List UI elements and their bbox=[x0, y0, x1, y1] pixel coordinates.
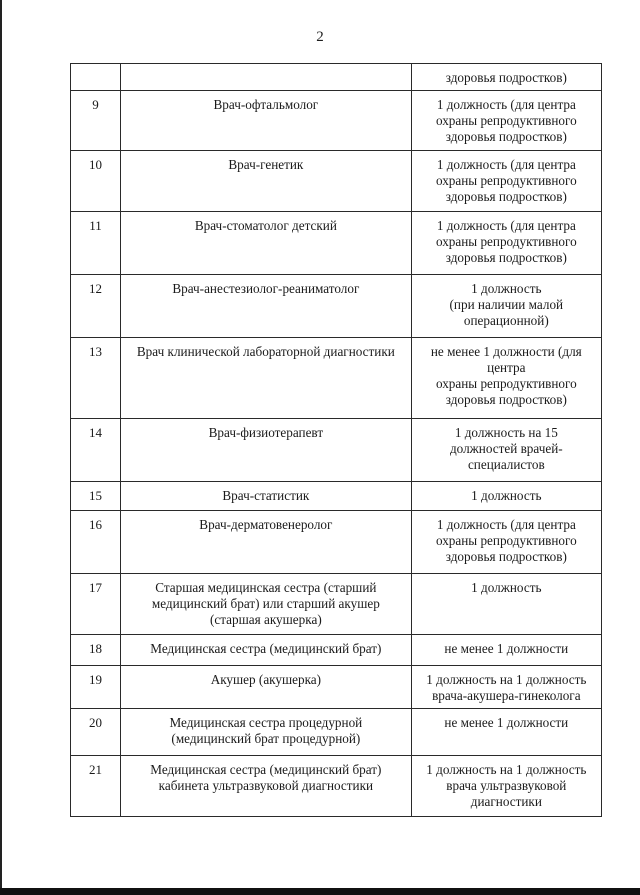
row-number-cell bbox=[71, 666, 121, 709]
position-name: Врач-статистик bbox=[222, 488, 310, 503]
row-number-cell bbox=[71, 212, 121, 275]
staff-norm: 1 должность (для центра охраны репродуктивного здоровья подростков) bbox=[435, 97, 577, 144]
norm-cell bbox=[411, 511, 601, 574]
norm-cell bbox=[411, 482, 601, 511]
position-cell bbox=[121, 64, 412, 91]
norm-cell bbox=[411, 709, 601, 756]
row-number: 13 bbox=[89, 344, 103, 359]
row-number-cell bbox=[71, 574, 121, 635]
row-number: 15 bbox=[89, 488, 103, 503]
position-cell bbox=[121, 709, 412, 756]
row-number-cell bbox=[71, 709, 121, 756]
row-number: 20 bbox=[89, 715, 103, 730]
position-cell bbox=[121, 338, 412, 419]
position-name: Врач-генетик bbox=[228, 157, 304, 172]
scan-border-left bbox=[0, 0, 2, 895]
position-cell bbox=[121, 419, 412, 482]
table-row bbox=[71, 635, 602, 666]
position-name: Медицинская сестра (медицинский брат) кабинета ультразвуковой диагностики bbox=[150, 762, 382, 793]
row-number-cell bbox=[71, 756, 121, 817]
position-name: Старшая медицинская сестра (старший медицинский брат) или старший акушер (старшая акушерка) bbox=[151, 580, 380, 627]
page-number: 2 bbox=[316, 29, 324, 45]
position-name: Врач-дерматовенеролог bbox=[199, 517, 333, 532]
row-number-cell bbox=[71, 91, 121, 151]
row-number bbox=[71, 64, 120, 70]
row-number: 21 bbox=[89, 762, 103, 777]
table-row bbox=[71, 482, 602, 511]
row-number-cell bbox=[71, 419, 121, 482]
norm-cell bbox=[411, 419, 601, 482]
position-cell bbox=[121, 482, 412, 511]
position-name: Врач-офтальмолог bbox=[213, 97, 319, 112]
position-cell bbox=[121, 275, 412, 338]
position-cell bbox=[121, 574, 412, 635]
table-row bbox=[71, 511, 602, 574]
staff-norm: 1 должность (для центра охраны репродуктивного здоровья подростков) bbox=[435, 517, 577, 564]
norm-cell bbox=[411, 91, 601, 151]
norm-cell bbox=[411, 275, 601, 338]
norm-cell bbox=[411, 64, 601, 91]
table-row bbox=[71, 151, 602, 212]
row-number-cell bbox=[71, 64, 121, 91]
row-number-cell bbox=[71, 482, 121, 511]
norm-cell bbox=[411, 756, 601, 817]
position-cell bbox=[121, 511, 412, 574]
staff-norm: 1 должность на 1 должность врача ультразвуковой диагностики bbox=[426, 762, 587, 809]
table-row bbox=[71, 756, 602, 817]
position-cell bbox=[121, 666, 412, 709]
staff-norm: не менее 1 должности (для центра охраны репродуктивного здоровья подростков) bbox=[430, 344, 582, 407]
position-name: Врач-стоматолог детский bbox=[194, 218, 337, 233]
row-number-cell bbox=[71, 151, 121, 212]
table-row bbox=[71, 212, 602, 275]
row-number-cell bbox=[71, 511, 121, 574]
staff-norm: здоровья подростков) bbox=[445, 70, 567, 85]
position-name: Медицинская сестра процедурной (медицинский брат процедурной) bbox=[169, 715, 363, 746]
row-number-cell bbox=[71, 275, 121, 338]
staff-norm: 1 должность (для центра охраны репродуктивного здоровья подростков) bbox=[435, 157, 577, 204]
table-row bbox=[71, 64, 602, 91]
norm-cell bbox=[411, 212, 601, 275]
row-number: 16 bbox=[89, 517, 103, 532]
norm-cell bbox=[411, 635, 601, 666]
row-number: 11 bbox=[89, 218, 102, 233]
table-row bbox=[71, 419, 602, 482]
position-cell bbox=[121, 212, 412, 275]
norm-cell bbox=[411, 574, 601, 635]
staff-norm: не менее 1 должности bbox=[444, 641, 569, 656]
position-name: Медицинская сестра (медицинский брат) bbox=[150, 641, 382, 656]
staff-norm: не менее 1 должности bbox=[444, 715, 569, 730]
position-name: Акушер (акушерка) bbox=[210, 672, 322, 687]
norm-cell bbox=[411, 338, 601, 419]
staff-norm: 1 должность (при наличии малой операционной) bbox=[449, 281, 564, 328]
table-row bbox=[71, 275, 602, 338]
table-row bbox=[71, 338, 602, 419]
position-cell bbox=[121, 91, 412, 151]
row-number: 12 bbox=[89, 281, 103, 296]
staff-norm: 1 должность bbox=[471, 580, 542, 595]
table-row bbox=[71, 666, 602, 709]
norm-cell bbox=[411, 151, 601, 212]
position-cell bbox=[121, 635, 412, 666]
table-row bbox=[71, 91, 602, 151]
staff-norm: 1 должность bbox=[471, 488, 542, 503]
row-number: 10 bbox=[89, 157, 103, 172]
norm-cell bbox=[411, 666, 601, 709]
position-name: Врач-физиотерапевт bbox=[208, 425, 324, 440]
row-number: 17 bbox=[89, 580, 103, 595]
row-number: 9 bbox=[92, 97, 99, 112]
position-name bbox=[121, 64, 411, 70]
staff-norm: 1 должность на 1 должность врача-акушера-гинеколога bbox=[426, 672, 587, 703]
scan-border-bottom bbox=[0, 888, 640, 895]
staffing-table bbox=[70, 63, 602, 817]
row-number-cell bbox=[71, 635, 121, 666]
position-cell bbox=[121, 151, 412, 212]
row-number: 19 bbox=[89, 672, 103, 687]
table-row bbox=[71, 709, 602, 756]
row-number: 18 bbox=[89, 641, 103, 656]
position-cell bbox=[121, 756, 412, 817]
staff-norm: 1 должность (для центра охраны репродуктивного здоровья подростков) bbox=[435, 218, 577, 265]
table-row bbox=[71, 574, 602, 635]
staff-norm: 1 должность на 15 должностей врачей- специалистов bbox=[449, 425, 563, 472]
position-name: Врач-анестезиолог-реаниматолог bbox=[172, 281, 360, 296]
row-number-cell bbox=[71, 338, 121, 419]
row-number: 14 bbox=[89, 425, 103, 440]
position-name: Врач клинической лабораторной диагностики bbox=[136, 344, 395, 359]
